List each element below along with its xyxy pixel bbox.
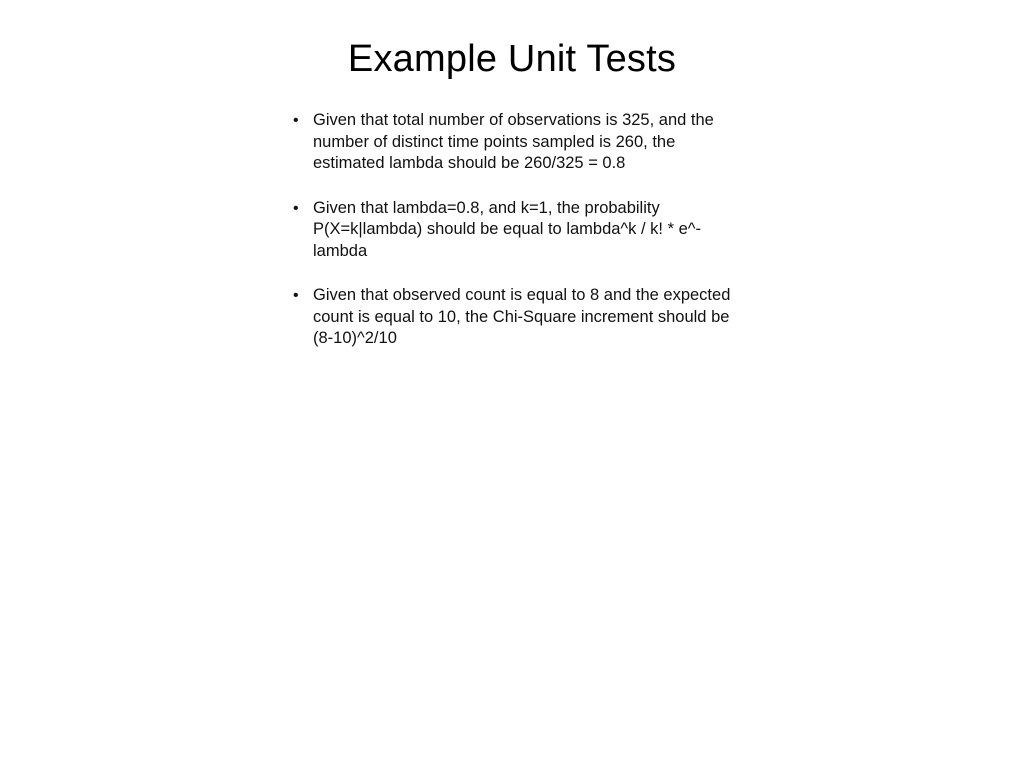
- bullet-text: Given that total number of observations is 325, and the number of distinct time points sampled is 260, the estimated lambda should be 260/325 = 0.8: [313, 111, 714, 172]
- bullet-dot-icon: •: [293, 287, 299, 304]
- slide-title: Example Unit Tests: [347, 38, 677, 80]
- bullet-item: [290, 110, 740, 175]
- bullet-dot-icon: •: [293, 112, 299, 129]
- bullet-text: Given that lambda=0.8, and k=1, the probability P(X=k|lambda) should be equal to lambda^k / k! * e^-lambda: [313, 198, 702, 260]
- bullet-item: [290, 198, 740, 263]
- bullet-list: [290, 110, 740, 373]
- bullet-item: [290, 285, 740, 350]
- bullet-dot-icon: •: [293, 199, 299, 217]
- bullet-text: Given that observed count is equal to 8 and the expected count is equal to 10, the Chi-Square increment should be (8-10)^2/10: [313, 286, 731, 347]
